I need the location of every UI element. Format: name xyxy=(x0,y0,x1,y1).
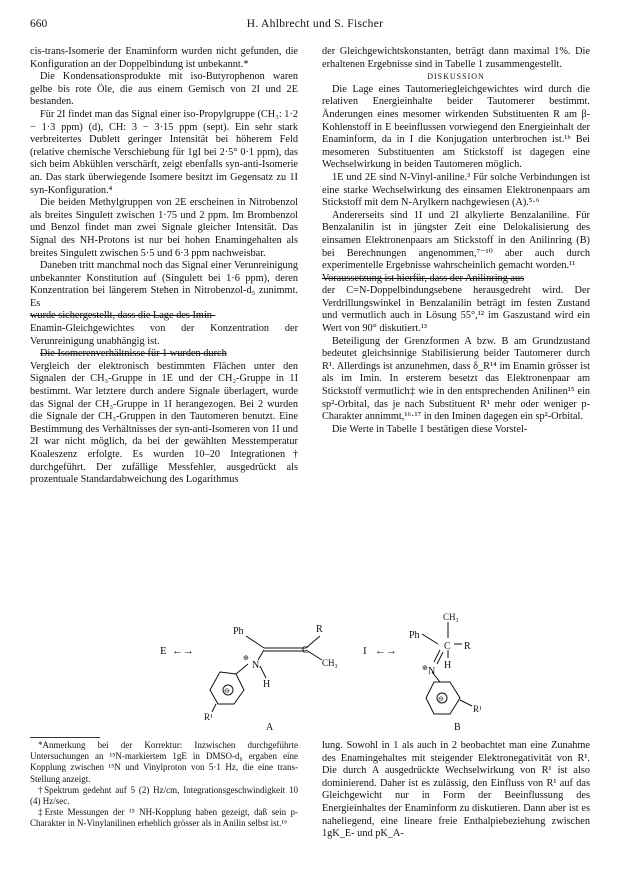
resonance-structures-figure xyxy=(30,608,600,733)
paragraph: Die beiden Methylgruppen von 2E erscheinen in Nitrobenzol als breites Singulett zwischen 1·75 und 2 ppm. Im Brombenzol und Benzol findet man zwei Signale gleicher Intensität. Das Signal des NH-Protons ist nur bei hohen Enamingehalten als breites Singulett zwischen 5·5 und 6·3 ppm nachweisbar. xyxy=(30,197,298,259)
paragraph: Vergleich der elektronisch bestimmten Flächen unter den Signalen der CH₃-Gruppe in 1E und der CH₂-Gruppe in 1I bestimmt. War letztere durch andere Signale überlagert, wurde das Signal der CH₃-Gruppe in 1I herangezogen. Bei 2 wurden die Signale der CH₃-Gruppen in den Tautomeren benutzt. Eine Bestimmung des Verhältnisses der syn-anti-Isomeren von 1I und 2I war nicht möglich, da bei der gewählten Messtemperatur Koaleszenz erfolgte. Es wurden 10–20 Integrationen† durchgeführt. Der zufällige Messfehler, ausgedrückt als prozentuale Standardabweichung des Logarithmus xyxy=(30,360,298,486)
running-title: H. Ahlbrecht und S. Fischer xyxy=(246,18,384,30)
atom-r: R xyxy=(316,624,323,635)
atom-r: R xyxy=(464,641,471,652)
paragraph: Die Lage eines Tautomeriegleichgewichtes wird durch die relativen Energieinhalte beider Tautomerer bestimmt. Änderungen eines mesomer wirkenden Substituenten R am β-Kohlenstoff in E beeinflussen vorwiegend den Energieinhalt der Enaminform, da in I die Konjugation unterbrochen ist.¹ᵇ Bei mesomeren Substituenten am Stickstoff ist dagegen eine Wechselwirkung in beiden Tautomeren möglich. xyxy=(322,83,590,171)
atom-h: H xyxy=(263,679,271,690)
paragraph: Enamin-Gleichgewichtes von der Konzentration der Verunreinigung unabhängig ist. xyxy=(30,323,298,347)
charge-minus: ⊖ xyxy=(438,695,444,703)
struck-line: Voraussetzung ist hierfür, dass der Anilinring aus xyxy=(322,272,525,284)
footnote: *Anmerkung bei der Korrektur: Inzwischen durchgeführte Untersuchungen an ¹⁵N-markiertem 1gE in DMSO-d₆ ergaben eine Kopplung zwischen ¹⁵N und Vinylproton von 5·1 Hz, die eine trans-Stellung anzeigt. xyxy=(30,740,298,784)
label-i: I xyxy=(363,645,367,657)
atom-c: C xyxy=(302,645,309,656)
paragraph: der Gleichgewichtskonstanten, beträgt dann maximal 1%. Die erhaltenen Ergebnisse sind in Tabelle 1 zusammengestellt. xyxy=(322,46,590,70)
footnote: ‡Erste Messungen der ¹⁵ NH-Kopplung haben gezeigt, daß sein p-Charakter in N-Vinylanilinen erheblich grösser als in Anilin selbst ist.¹⁶ xyxy=(30,807,298,829)
paragraph: Die Werte in Tabelle 1 bestätigen diese Vorstel- xyxy=(332,423,528,435)
paragraph: lung. Sowohl in 1 als auch in 2 beobachtet man eine Zunahme des Enamingehaltes mit steigender Elektronegativität von R¹. Die durch A ausgedrückte Wechselwirkung von R¹ ist also dominierend. Daher ist es zulässig, den Einfluss von R¹ auf das Gleichgewicht nur in Form der Beeinflussung des Energieinhaltes der Enaminform zu diskutieren. Dann aber ist es naheliegend, eine lineare freie Enthalpiebeziehung zwischen 1gK_E- und pK_A- xyxy=(322,740,590,840)
paragraph: 1E und 2E sind N-Vinyl-aniline.³ Für solche Verbindungen ist eine starke Wechselwirkung des einsamen Elektronenpaars am Stickstoff mit dem N-Arylkern nachgewiesen (A).⁵·⁶ xyxy=(322,171,590,209)
right-column-continuation xyxy=(322,740,590,841)
struck-line: wurde sichergestellt, dass die Lage des Imin- xyxy=(30,310,216,322)
paragraph: Andererseits sind 1I und 2I alkylierte Benzalaniline. Für Benzalanilin ist in jüngster Zeit eine Delokalisierung des einsamen Elektronenpaars am Stickstoff in den Anilinring (B) bei Berechnungen angenommen,⁷⁻¹⁰ aber auch durch experimentelle Ergebnisse wahrscheinlich gemacht worden.¹¹ xyxy=(322,209,590,272)
left-column xyxy=(30,46,298,487)
struck-line: Die Isomerenverhältnisse für 1 wurden durch xyxy=(40,348,227,360)
atom-n: N xyxy=(428,666,436,677)
section-heading: DISKUSSION xyxy=(427,72,485,82)
structure-drawing xyxy=(30,608,600,733)
paragraph: Die Kondensationsprodukte mit iso-Butyrophenon waren gelbe bis rote Öle, die aus einem Gemisch von 2I und 2E bestanden. xyxy=(30,71,298,108)
charge-plus: ⊕ xyxy=(422,664,428,672)
page-number: 660 xyxy=(30,18,48,30)
equilibrium-arrow: ←→ xyxy=(172,645,194,657)
paragraph: Für 2I findet man das Signal einer iso-Propylgruppe (CH₃: 1·2 − 1·3 ppm) (d), CH: 3 − 3·15 ppm (sept). Ein sehr stark verbreitertes Dublett geringer Intensität bei höherem Feld (relative chemische Verschiebung für 1gI bei 2·5° 0·1 ppm), das sich beim Abkühlen verschärft, zeigt ebenfalls syn-anti-Isomerie an. Das stark überwiegende Isomere besitzt im Gegensatz zu 1I syn-Konfiguration.⁴ xyxy=(30,108,298,196)
atom-n: N xyxy=(252,660,260,671)
footnote: †Spektrum gedehnt auf 5 (2) Hz/cm, Integrationsgeschwindigkeit 10 (4) Hz/sec. xyxy=(30,784,298,807)
paragraph: Beteiligung der Grenzformen A bzw. B am Grundzustand bedeutet gleichsinnige Stabilisierung beider Tautomerer durch R¹. Allerdings ist anzunehmen, dass δ_R¹⁴ im Enamin grösser ist als im Imin. In ersterem besetzt das Elektronenpaar am Stickstoff vermutlich‡ wie in den entsprechenden Anilinen¹⁵ ein sp²-Orbital, das je nach Substituent R¹ mehr oder weniger p-Charakter annimmt,¹⁶·¹⁷ in den Iminen dagegen ein sp²-Orbital. xyxy=(322,335,590,423)
charge-minus: ⊖ xyxy=(224,687,230,695)
paragraph: cis-trans-Isomerie der Enaminform wurden nicht gefunden, die Konfiguration an der Doppelbindung ist unbekannt.* xyxy=(30,46,298,70)
atom-ph: Ph xyxy=(409,630,420,641)
atom-h: H xyxy=(444,660,452,671)
label-e: E xyxy=(160,645,167,657)
label-a: A xyxy=(266,722,274,733)
atom-c: C xyxy=(444,641,451,652)
equilibrium-arrow: ←→ xyxy=(375,645,397,657)
charge-plus: ⊕ xyxy=(243,654,249,662)
atom-r1: R¹ xyxy=(204,712,213,722)
atom-ph: Ph xyxy=(233,626,244,637)
footnote-rule xyxy=(30,737,100,738)
page-header xyxy=(30,18,600,34)
paragraph: der C=N-Doppelbindungsebene herausgedreht wird. Der Verdrillungswinkel in Benzalanilin beträgt im festen Zustand und vermutlich auch in Lösung 55°,¹² im Gaszustand wird ein Wert von 90° diskutiert.¹³ xyxy=(322,285,590,335)
footnotes xyxy=(30,740,298,830)
right-column xyxy=(322,46,590,436)
atom-ch3: CH₃ xyxy=(322,658,338,668)
atom-r1: R¹ xyxy=(473,704,482,714)
atom-ch3: CH₃ xyxy=(443,612,459,622)
paragraph: Daneben tritt manchmal noch das Signal einer Verunreinigung unbekannter Konstitution auf (Singulett bei 1·6 ppm), deren Konzentration bei längerem Stehen in Nitrobenzol-d₅ zunimmt. Es xyxy=(30,260,298,309)
label-b: B xyxy=(454,722,461,733)
